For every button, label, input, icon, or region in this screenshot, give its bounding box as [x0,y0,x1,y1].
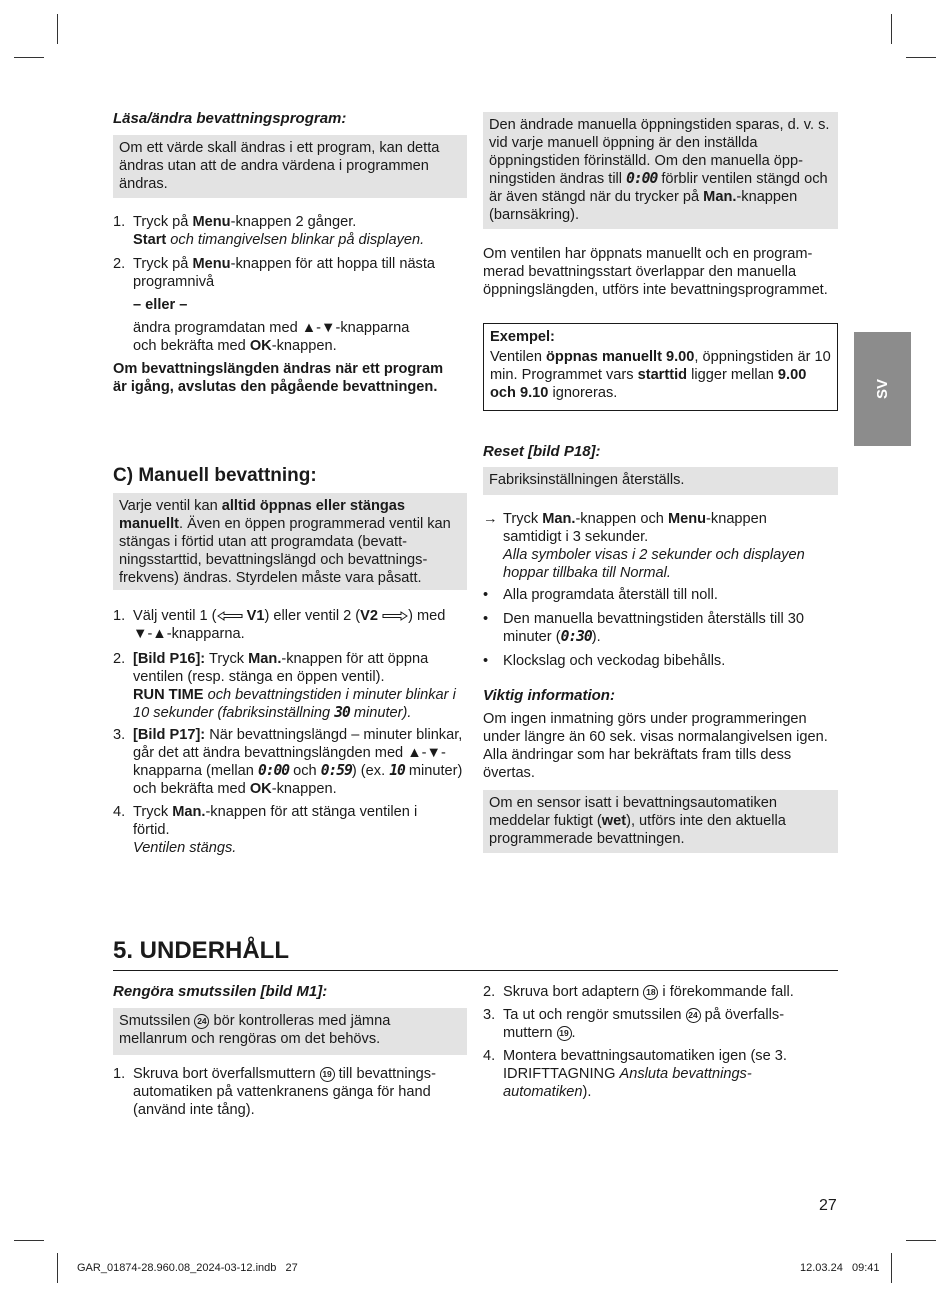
crop-mark [14,1240,44,1241]
warning-text: Om bevattningslängden ändras när ett program är igång, avslutas den pågående bevattningen. [113,361,444,395]
example-box [483,323,838,411]
example-title: Exempel: [490,329,555,345]
crop-mark [57,1253,58,1283]
reset-info-box: Fabriksinställningen återställs. [483,467,838,495]
heading-filter: Rengöra smutssilen [bild M1]: [113,983,328,1000]
footer-timestamp: 12.03.24 09:41 [800,1262,880,1274]
footer-file-info: GAR_01874-28.960.08_2024-03-12.indb 27 [77,1262,298,1274]
heading-info: Viktig information: [483,687,615,704]
crop-mark [891,1253,892,1283]
heading-manual: C) Manuell bevattning: [113,465,317,486]
heading-reset: Reset [bild P18]: [483,443,601,460]
list-item: • Klockslag och veckodag bibehålls. [483,653,726,669]
list-item: • Den manuella bevattningstiden återställs till 30 minuter (0:30). [483,611,804,645]
page-number: 27 [819,1197,837,1214]
list-item: • Alla programdata återställ till noll. [483,587,718,603]
list-item: 2. [Bild P16]: Tryck Man.-knappen för att öppna ventilen (resp. stänga en öppen ventil). RUN TIME och bevattningstiden i minuter blinkar i 10 sekunder (fabriksinställning 30 minuter). [113,651,456,721]
list-item: 1. Tryck på Menu-knappen 2 gånger. Start och timangivelsen blinkar på displayen. [113,214,425,248]
part-number-24: 24 [686,1008,701,1023]
crop-mark [14,57,44,58]
section-title: 5. UNDERHÅLL [113,937,290,964]
section-divider [113,970,838,971]
example-text: Ventilen öppnas manuellt 9.00, öppningstiden är 10 min. Programmet vars starttid ligger mellan 9.00 och 9.10 ignoreras. [490,349,831,401]
list-item: 3. [Bild P17]: När bevattningslängd – minuter blinkar, går det att ändra bevattningslängden med ▲-▼-knapparna (mellan 0:00 och 0:59) (ex. 10 minuter) och bekräfta med OK-knappen. [113,727,463,797]
crop-mark [906,1240,936,1241]
arrow-left-icon [217,611,243,621]
program-info-text: Om ett värde skall ändras i ett program, kan detta ändras utan att de andra värdena i programmen ändras. [119,140,440,192]
saved-info-box: Den ändrade manuella öppningstiden sparas, d. v. s. vid varje manuell öppning är den inställda öppningstiden förinställd. Om den manuella öppningstiden ändras till 0:00 förblir ventilen stängd och är även stängd när du trycker på Man.-knappen (barnsäkring). [483,112,838,229]
list-item: 1. Välj ventil 1 ( V1) eller ventil 2 (V2 ) med ▼-▲-knapparna. [113,608,446,642]
list-item: 2. Skruva bort adaptern 18 i förekommande fall. [483,984,794,1000]
part-number-19: 19 [557,1026,572,1041]
filter-info-box: Smutssilen 24 bör kontrolleras med jämna mellanrum och rengöras om det behövs. [113,1008,467,1055]
crop-mark [891,14,892,44]
program-info-box [113,135,467,198]
info-text: Om ingen inmatning görs under programmeringen under längre än 60 sek. visas normalangivelsen igen. Alla ändringar som har bekräftats fram tills dess övertas. [483,711,828,781]
list-item: 3. Ta ut och rengör smutssilen 24 på överfallsmuttern 19 . [483,1007,785,1041]
language-tab-label: SV [873,378,891,400]
list-item: 1. Skruva bort överfallsmuttern 19 till bevattningsautomatiken på vattenkranens gänga för hand (använd inte tång). [113,1066,436,1118]
heading-program: Läsa/ändra bevattningsprogram: [113,110,347,127]
part-number-19: 19 [320,1067,335,1082]
overlap-text: Om ventilen har öppnats manuellt och en programmerad bevattningsstart överlappar den manuella öppningslängden, utförs inte bevattningsprogrammet. [483,246,828,298]
crop-mark [906,57,936,58]
list-item: 2. Tryck på Menu-knappen för att hoppa till nästa programnivå – eller – ändra programdatan med ▲-▼-knapparna och bekräfta med OK-knappen. [113,256,436,354]
language-tab [854,332,911,446]
part-number-18: 18 [643,985,658,1000]
part-number-24: 24 [194,1014,209,1029]
manual-info-box: Varje ventil kan alltid öppnas eller stängas manuellt. Även en öppen programmerad ventil kan stängas i förtid utan att programdata (bevattningsstarttid, bevattningslängd och bevattningsfrekvens) ändras. Styrdelen måste vara påsatt. [113,493,467,590]
list-item: 4. Montera bevattningsautomatiken igen (se 3. IDRIFTTAGNING Ansluta bevattningsautomatiken). [483,1048,787,1100]
list-item: → Tryck Man.-knappen och Menu-knappen samtidigt i 3 sekunder. Alla symboler visas i 2 sekunder och displayen hoppar tillbaka till Normal. [483,511,805,581]
sensor-info-box: Om en sensor isatt i bevattningsautomatiken meddelar fuktigt (wet), utförs inte den aktuella programmerade bevattningen. [483,790,838,853]
arrow-right-icon [382,611,408,621]
list-item: 4. Tryck Man.-knappen för att stänga ventilen i förtid. Ventilen stängs. [113,804,418,856]
crop-mark [57,14,58,44]
